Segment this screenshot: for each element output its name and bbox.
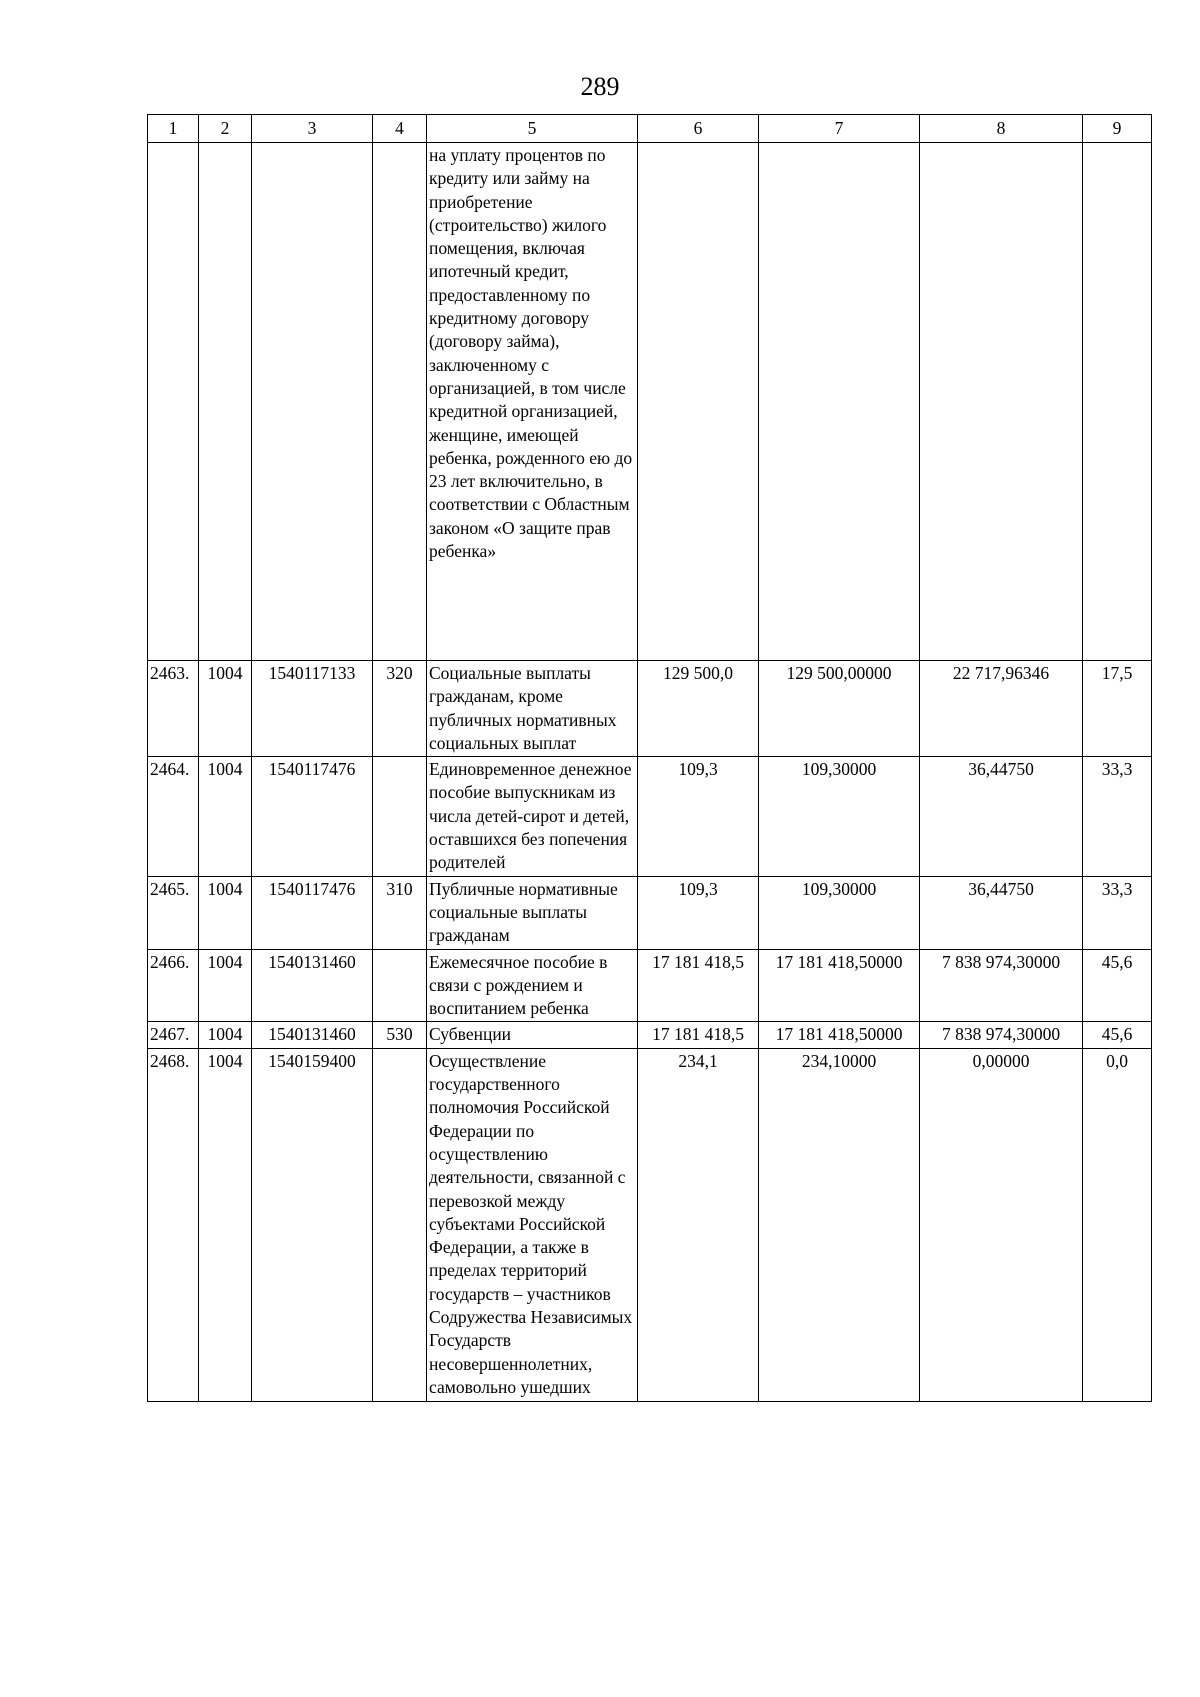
cell-empty	[1083, 143, 1152, 661]
execution-percent: 17,5	[1083, 661, 1152, 757]
target-code: 1540131460	[252, 949, 373, 1022]
column-header-5: 5	[427, 115, 638, 143]
actual-amount: 36,44750	[920, 876, 1083, 949]
target-code: 1540117133	[252, 661, 373, 757]
column-header-9: 9	[1083, 115, 1152, 143]
section-code: 1004	[199, 757, 252, 876]
actual-amount: 7 838 974,30000	[920, 949, 1083, 1022]
plan-amount-precise: 129 500,00000	[759, 661, 920, 757]
plan-amount-precise: 234,10000	[759, 1048, 920, 1401]
continuation-row	[148, 143, 1152, 661]
expense-type-code: 310	[373, 876, 427, 949]
column-header-6: 6	[638, 115, 759, 143]
table-row	[148, 757, 1152, 876]
continuation-description: на уплату процентов по кредиту или займу на приобретение (строительство) жилого помещения, включая ипотечный кредит, предоставленному по кредитному договору (договору займа), заключенному с организацией, в том числе кредитной организацией, женщине, имеющей ребенка, рожденного ею до 23 лет включительно, в соответствии с Областным законом «О защите прав ребенка»	[427, 143, 638, 661]
plan-amount-precise: 17 181 418,50000	[759, 1022, 920, 1048]
execution-percent: 45,6	[1083, 1022, 1152, 1048]
table-row	[148, 661, 1152, 757]
expense-type-code	[373, 757, 427, 876]
column-header-8: 8	[920, 115, 1083, 143]
row-number: 2465.	[148, 876, 199, 949]
expense-type-code: 320	[373, 661, 427, 757]
cell-empty	[920, 143, 1083, 661]
section-code: 1004	[199, 1022, 252, 1048]
item-name: Публичные нормативные социальные выплаты гражданам	[427, 876, 638, 949]
header-row	[148, 115, 1152, 143]
actual-amount: 0,00000	[920, 1048, 1083, 1401]
actual-amount: 36,44750	[920, 757, 1083, 876]
execution-percent: 33,3	[1083, 876, 1152, 949]
column-header-7: 7	[759, 115, 920, 143]
plan-amount: 234,1	[638, 1048, 759, 1401]
plan-amount: 17 181 418,5	[638, 949, 759, 1022]
plan-amount-precise: 17 181 418,50000	[759, 949, 920, 1022]
actual-amount: 22 717,96346	[920, 661, 1083, 757]
target-code: 1540117476	[252, 757, 373, 876]
column-header-2: 2	[199, 115, 252, 143]
page-number: 289	[580, 72, 620, 101]
section-code: 1004	[199, 949, 252, 1022]
column-header-3: 3	[252, 115, 373, 143]
column-header-4: 4	[373, 115, 427, 143]
execution-percent: 45,6	[1083, 949, 1152, 1022]
execution-percent: 0,0	[1083, 1048, 1152, 1401]
item-name: Субвенции	[427, 1022, 638, 1048]
expense-type-code	[373, 1048, 427, 1401]
cell-empty	[759, 143, 920, 661]
table-row	[148, 949, 1152, 1022]
column-header-1: 1	[148, 115, 199, 143]
table-row	[148, 1048, 1152, 1401]
plan-amount: 109,3	[638, 876, 759, 949]
expense-type-code	[373, 949, 427, 1022]
item-name: Осуществление государственного полномочия Российской Федерации по осуществлению деятельности, связанной с перевозкой между субъектами Российской Федерации, а также в пределах территорий государств – участников Содружества Независимых Государств несовершеннолетних, самовольно ушедших	[427, 1048, 638, 1401]
cell-empty	[638, 143, 759, 661]
plan-amount: 17 181 418,5	[638, 1022, 759, 1048]
section-code: 1004	[199, 876, 252, 949]
row-number: 2468.	[148, 1048, 199, 1401]
target-code: 1540117476	[252, 876, 373, 949]
item-name: Единовременное денежное пособие выпускникам из числа детей-сирот и детей, оставшихся без попечения родителей	[427, 757, 638, 876]
cell-empty	[373, 143, 427, 661]
plan-amount: 129 500,0	[638, 661, 759, 757]
plan-amount-precise: 109,30000	[759, 757, 920, 876]
row-number: 2463.	[148, 661, 199, 757]
section-code: 1004	[199, 1048, 252, 1401]
row-number: 2467.	[148, 1022, 199, 1048]
cell-empty	[199, 143, 252, 661]
target-code: 1540159400	[252, 1048, 373, 1401]
item-name: Социальные выплаты гражданам, кроме публичных нормативных социальных выплат	[427, 661, 638, 757]
table-row	[148, 876, 1152, 949]
budget-table	[147, 114, 1152, 1402]
plan-amount: 109,3	[638, 757, 759, 876]
item-name: Ежемесячное пособие в связи с рождением и воспитанием ребенка	[427, 949, 638, 1022]
row-number: 2466.	[148, 949, 199, 1022]
plan-amount-precise: 109,30000	[759, 876, 920, 949]
target-code: 1540131460	[252, 1022, 373, 1048]
section-code: 1004	[199, 661, 252, 757]
cell-empty	[252, 143, 373, 661]
actual-amount: 7 838 974,30000	[920, 1022, 1083, 1048]
expense-type-code: 530	[373, 1022, 427, 1048]
table-row	[148, 1022, 1152, 1048]
execution-percent: 33,3	[1083, 757, 1152, 876]
cell-empty	[148, 143, 199, 661]
row-number: 2464.	[148, 757, 199, 876]
